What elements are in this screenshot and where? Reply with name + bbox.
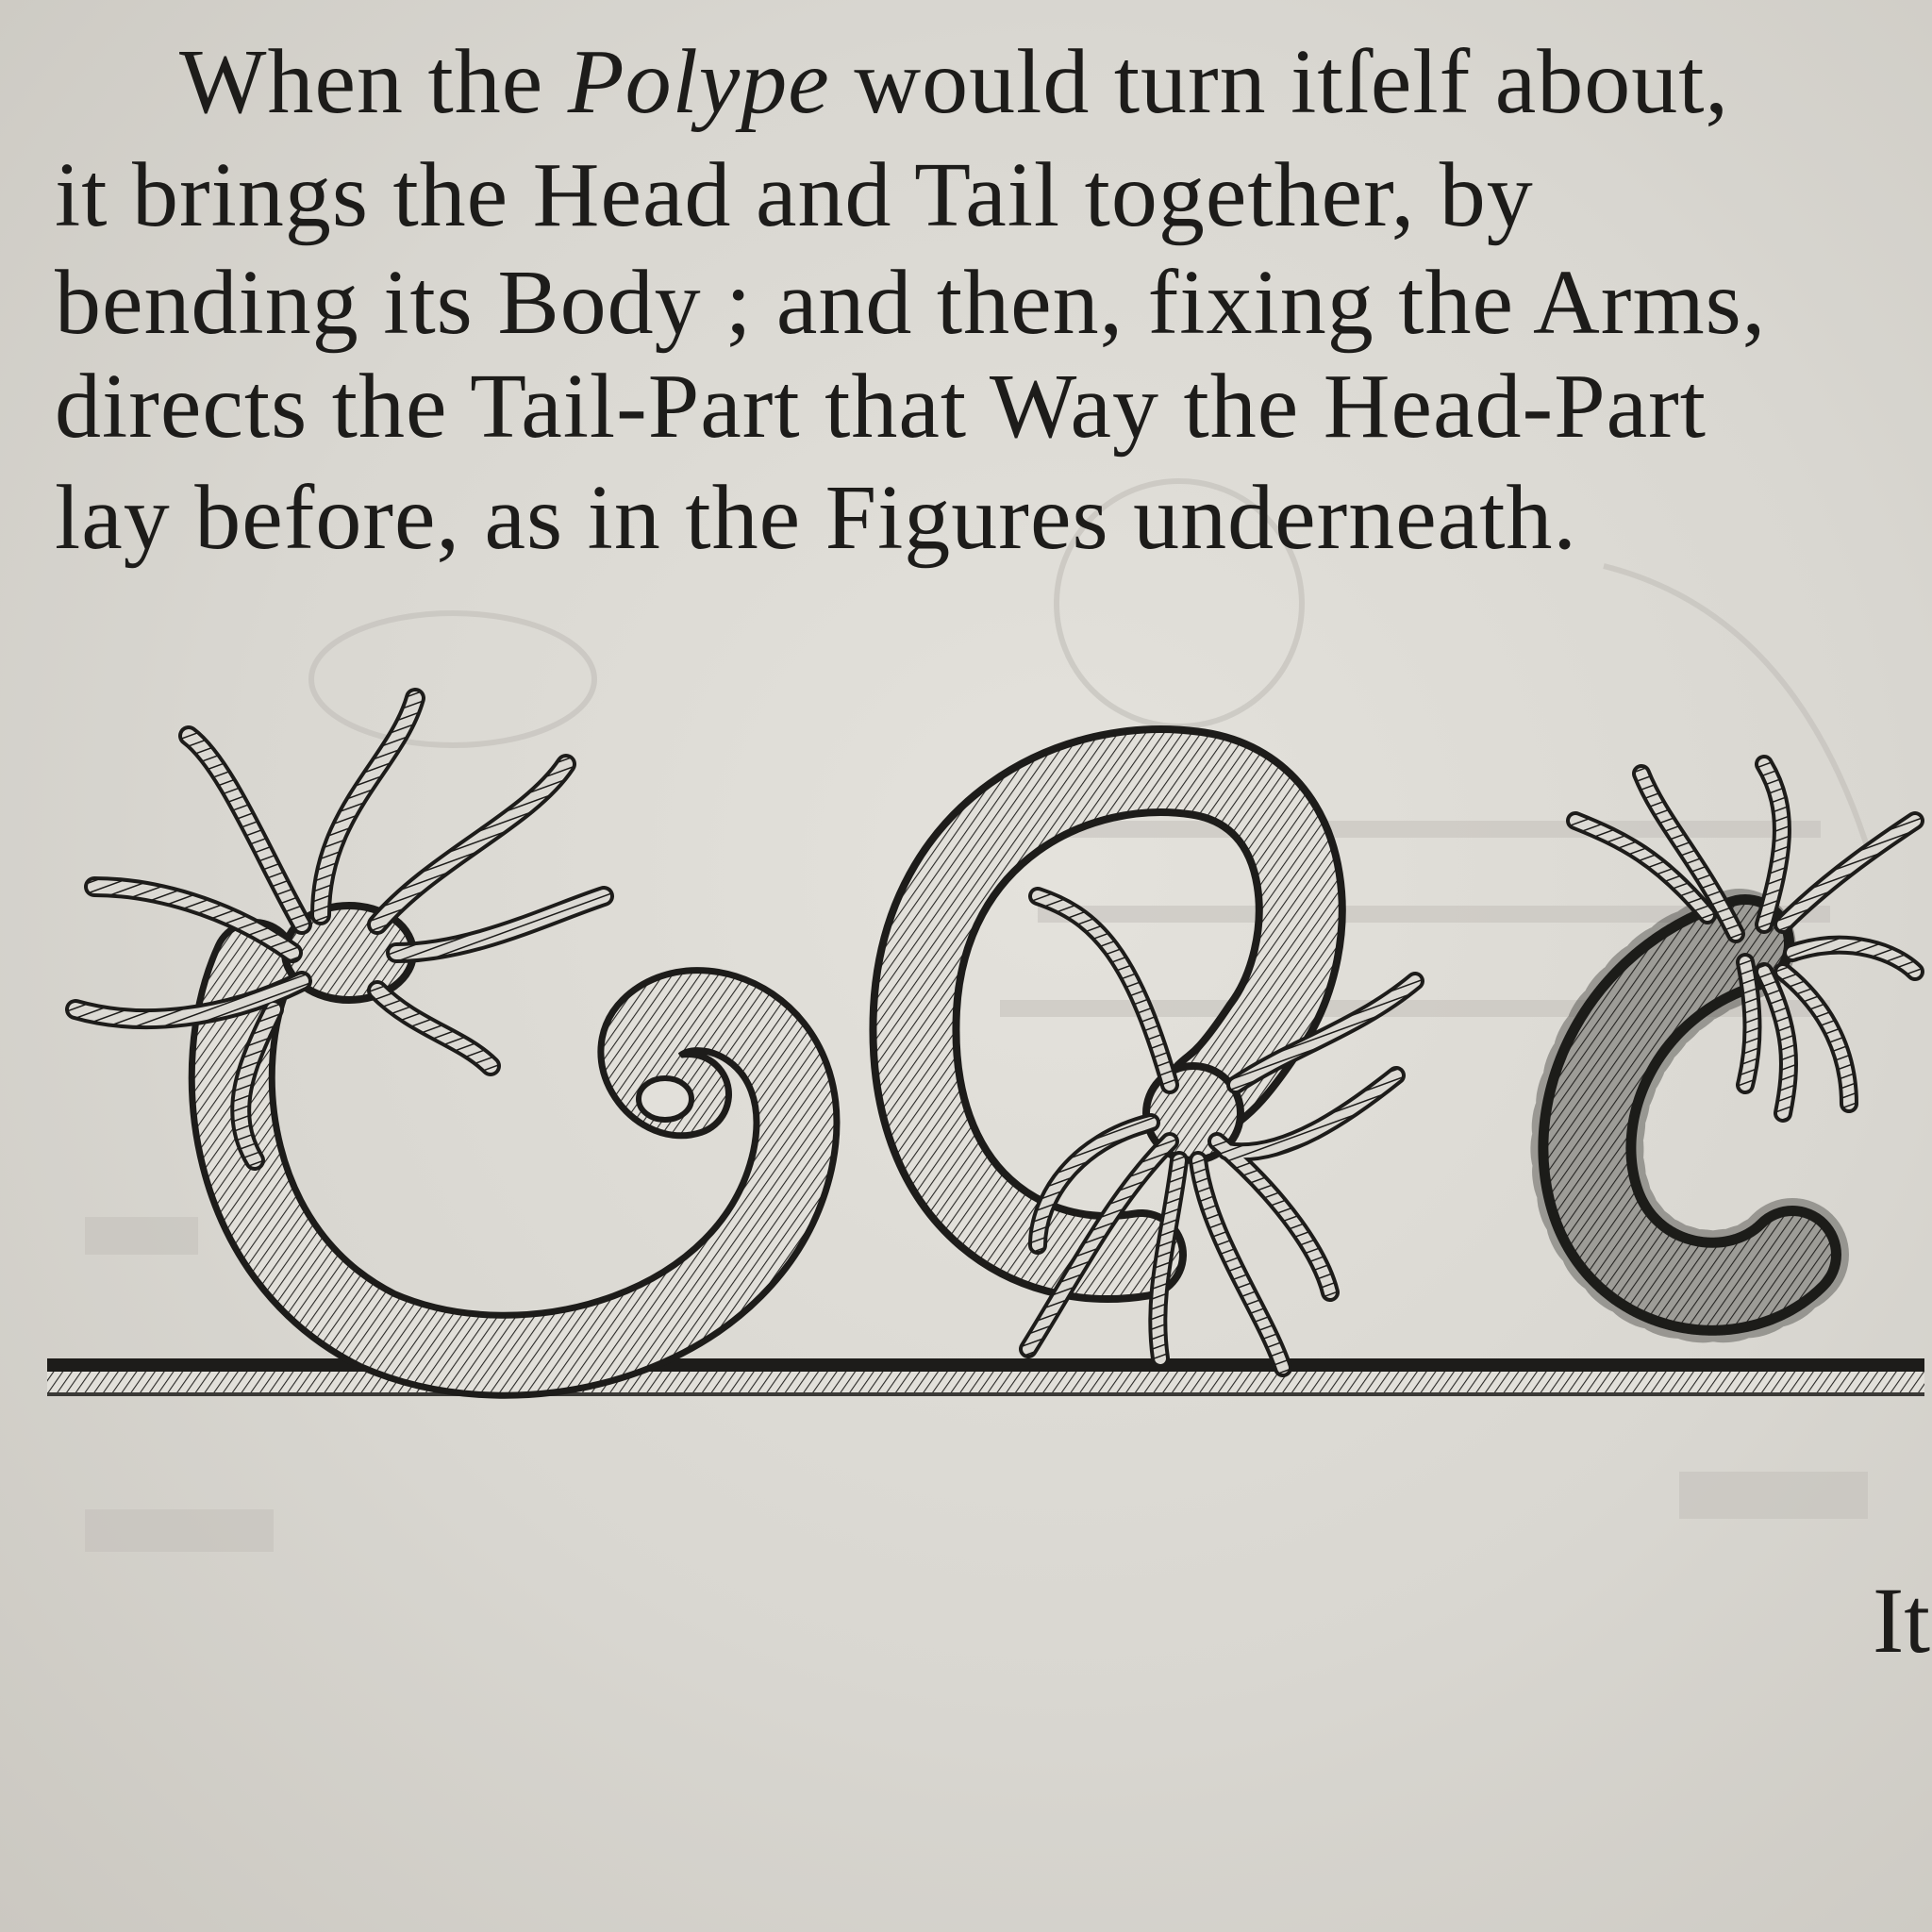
text-line-1-end: would turn itſelf about,: [829, 31, 1729, 133]
text-line-5: lay before, as in the Figures underneath.: [55, 467, 1577, 569]
text-polype-italic: Polype: [567, 31, 830, 133]
text-line-1-start: When the: [179, 31, 568, 133]
text-line-1: [179, 31, 1877, 133]
text-line-4: directs the Tail-Part that Way the Head-Part: [55, 356, 1707, 458]
polyp-arched-icon: [1575, 764, 1915, 1287]
text-line-2: it brings the Head and Tail together, by: [55, 144, 1534, 246]
catchword: It: [1873, 1568, 1931, 1673]
polyp-curled-icon: [75, 698, 796, 1356]
polype-woodcut-figure: [38, 670, 1924, 1424]
polyp-looped-icon: [914, 771, 1415, 1368]
ground-line: [47, 1358, 1924, 1396]
text-line-3: bending its Body ; and then, fixing the Arms,: [55, 252, 1767, 354]
